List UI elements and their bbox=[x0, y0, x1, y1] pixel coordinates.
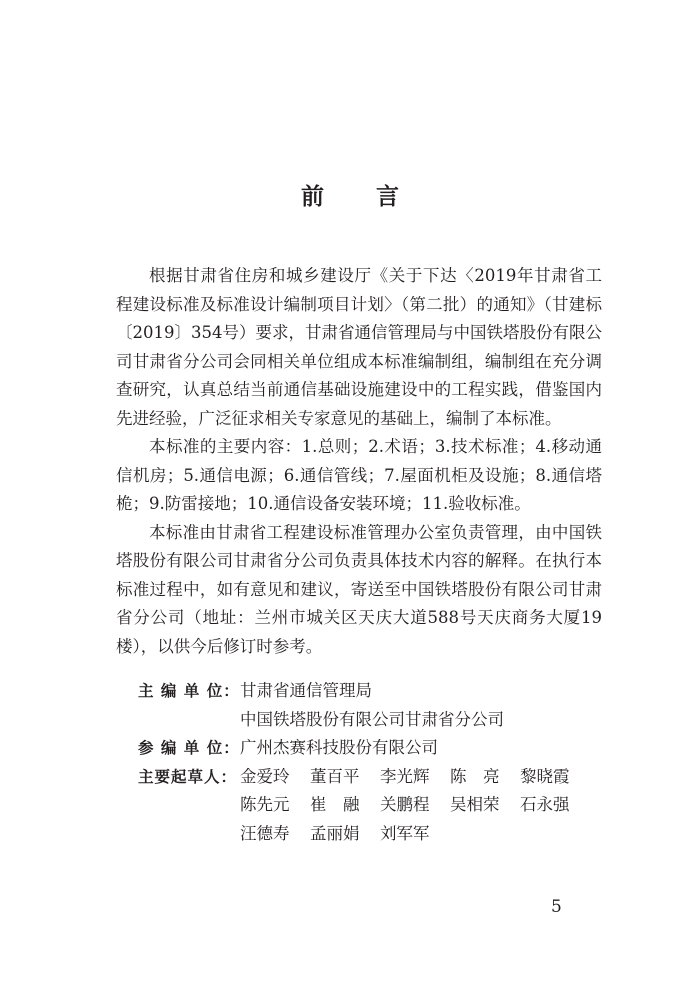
drafter-name: 陈先元 bbox=[240, 795, 290, 814]
page-number: 5 bbox=[551, 897, 562, 917]
participating-editor-label: 参 编 单 位： bbox=[138, 739, 240, 757]
drafter-name: 李光辉 bbox=[380, 766, 430, 786]
drafter-name: 关鹏程 bbox=[380, 795, 430, 814]
drafter-name: 董百平 bbox=[310, 766, 360, 786]
chief-editor-unit: 甘肃省通信管理局 bbox=[240, 681, 372, 700]
chief-editor-unit: 中国铁塔股份有限公司甘肃省分公司 bbox=[240, 709, 504, 729]
preface-body bbox=[116, 262, 602, 661]
participating-editor-unit: 广州杰赛科技股份有限公司 bbox=[240, 738, 438, 757]
drafter-name: 陈 亮 bbox=[450, 766, 500, 786]
drafter-name: 汪德寿 bbox=[240, 823, 290, 843]
drafters-label: 主要起草人： bbox=[138, 767, 238, 786]
preface-paragraph-2: 本标准的主要内容：1.总则；2.术语；3.技术标准；4.移动通信机房；5.通信电源；6.通信管线；7.屋面机柜及设施；8.通信塔桅；9.防雷接地；10.通信设备安装环境；11.验收标准。 bbox=[116, 437, 602, 513]
drafter-name: 金爱玲 bbox=[240, 766, 290, 786]
drafter-name: 刘军军 bbox=[380, 823, 430, 843]
chief-editor-row bbox=[138, 677, 598, 734]
drafter-name: 孟丽娟 bbox=[310, 823, 360, 843]
participating-editor-row bbox=[138, 734, 598, 763]
preface-paragraph-1: 根据甘肃省住房和城乡建设厅《关于下达〈2019年甘肃省工程建设标准及标准设计编制项目计划〉（第二批）的通知》（甘建标〔2019〕354号）要求，甘肃省通信管理局与中国铁塔股份有限公司甘肃省分公司会同相关单位组成本标准编制组，编制组在充分调查研究，认真总结当前通信基础设施建设中的工程实践，借鉴国内先进经验，广泛征求相关专家意见的基础上，编制了本标准。 bbox=[116, 266, 602, 428]
chief-editor-units bbox=[240, 677, 598, 734]
drafter-name: 崔 融 bbox=[310, 795, 360, 814]
chief-editor-label: 主 编 单 位： bbox=[138, 682, 240, 700]
credits-block bbox=[138, 677, 598, 848]
preface-paragraph-3: 本标准由甘肃省工程建设标准管理办公室负责管理，由中国铁塔股份有限公司甘肃省分公司负责具体技术内容的解释。在执行本标准过程中，如有意见和建议，寄送至中国铁塔股份有限公司甘肃省分公司（地址：兰州市城关区天庆大道588号天庆商务大厦19楼），以供今后修订时参考。 bbox=[116, 522, 602, 656]
page-title: 前 言 bbox=[300, 184, 421, 210]
drafter-name: 吴相荣 bbox=[450, 795, 500, 814]
drafters-list bbox=[240, 763, 598, 849]
drafters-row bbox=[138, 763, 598, 849]
participating-editor-units bbox=[240, 734, 598, 763]
drafter-name: 黎晓霞 bbox=[520, 766, 570, 786]
drafter-name: 石永强 bbox=[520, 795, 570, 814]
